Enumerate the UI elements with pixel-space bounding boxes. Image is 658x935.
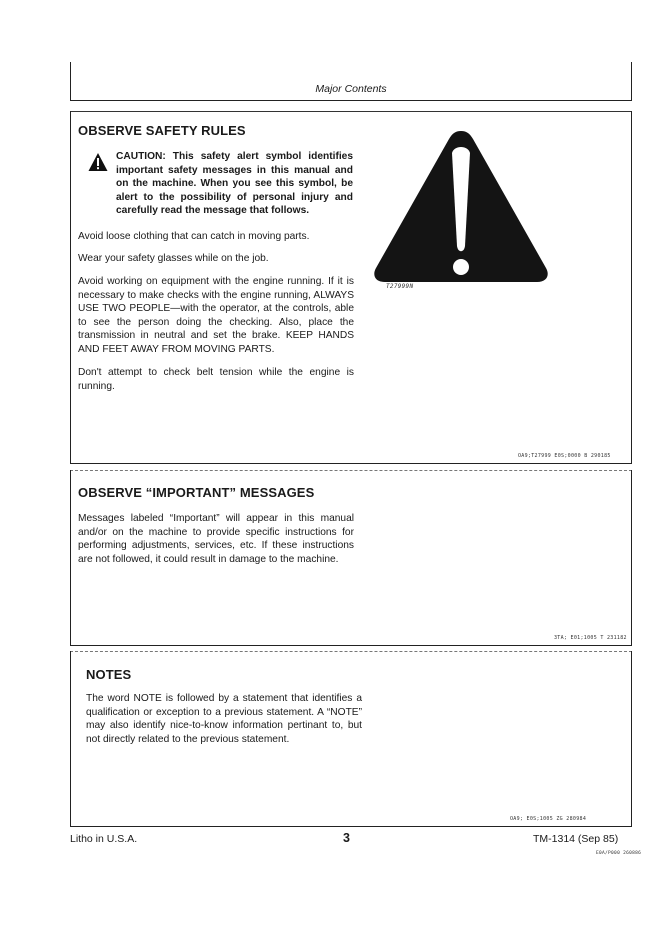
notes-box-bottom (70, 826, 632, 827)
safety-paragraph-4: Don't attempt to check belt tension while the engine is running. (78, 367, 354, 392)
important-title: OBSERVE “IMPORTANT” MESSAGES (78, 485, 315, 500)
safety-ref-code: OA9;T27999 E0S;0000 B 290185 (518, 453, 611, 459)
page-header-title: Major Contents (315, 83, 387, 95)
safety-box-bottom (70, 463, 632, 464)
safety-paragraph-2: Wear your safety glasses while on the job. (78, 253, 269, 264)
important-ref-code: 3TA; E01;1005 T 231182 (554, 635, 627, 641)
header-rule (70, 100, 632, 101)
warning-triangle-icon (88, 152, 108, 172)
figure-code: T27999N (386, 283, 414, 290)
notes-title: NOTES (86, 667, 132, 682)
footer-code: E0A/P000 260886 (596, 851, 642, 856)
safety-paragraph-1: Avoid loose clothing that can catch in moving parts. (78, 231, 310, 242)
notes-paragraph: The word NOTE is followed by a statement that identifies a qualification or exception to a previous statement. A “NOTE” may also identify nice-to-know information pertinant to, but not directly related to the previous statement. (86, 693, 362, 745)
safety-title: OBSERVE SAFETY RULES (78, 123, 246, 138)
safety-paragraph-3: Avoid working on equipment with the engine running. If it is necessary to make checks with the engine running, ALWAYS USE TWO PEOPLE—with the operator, at the controls, able to see the person doing the checking. Also, place the transmission in neutral and set the brake. KEEP HANDS AND FEET AWAY FROM MOVING PARTS. (78, 276, 354, 355)
page-number: 3 (343, 831, 350, 845)
notes-ref-code: OA9; E0S;1005 ZG 280984 (510, 816, 587, 822)
footer-manual-id: TM-1314 (Sep 85) (533, 833, 619, 845)
footer-litho: Litho in U.S.A. (70, 833, 138, 845)
caution-statement: CAUTION: This safety alert symbol identifies important safety messages in this manual and on the machine. When you see this symbol, be alert to the possibility of personal injury and carefully read the message that follows. (116, 151, 353, 217)
large-warning-triangle-icon (372, 128, 550, 286)
important-box-bottom (70, 645, 632, 646)
important-paragraph: Messages labeled “Important” will appear in this manual and/or on the machine to provide specific instructions for performing adjustments, services, etc. If these instructions are not followed, it could result in damage to the machine. (78, 513, 354, 565)
